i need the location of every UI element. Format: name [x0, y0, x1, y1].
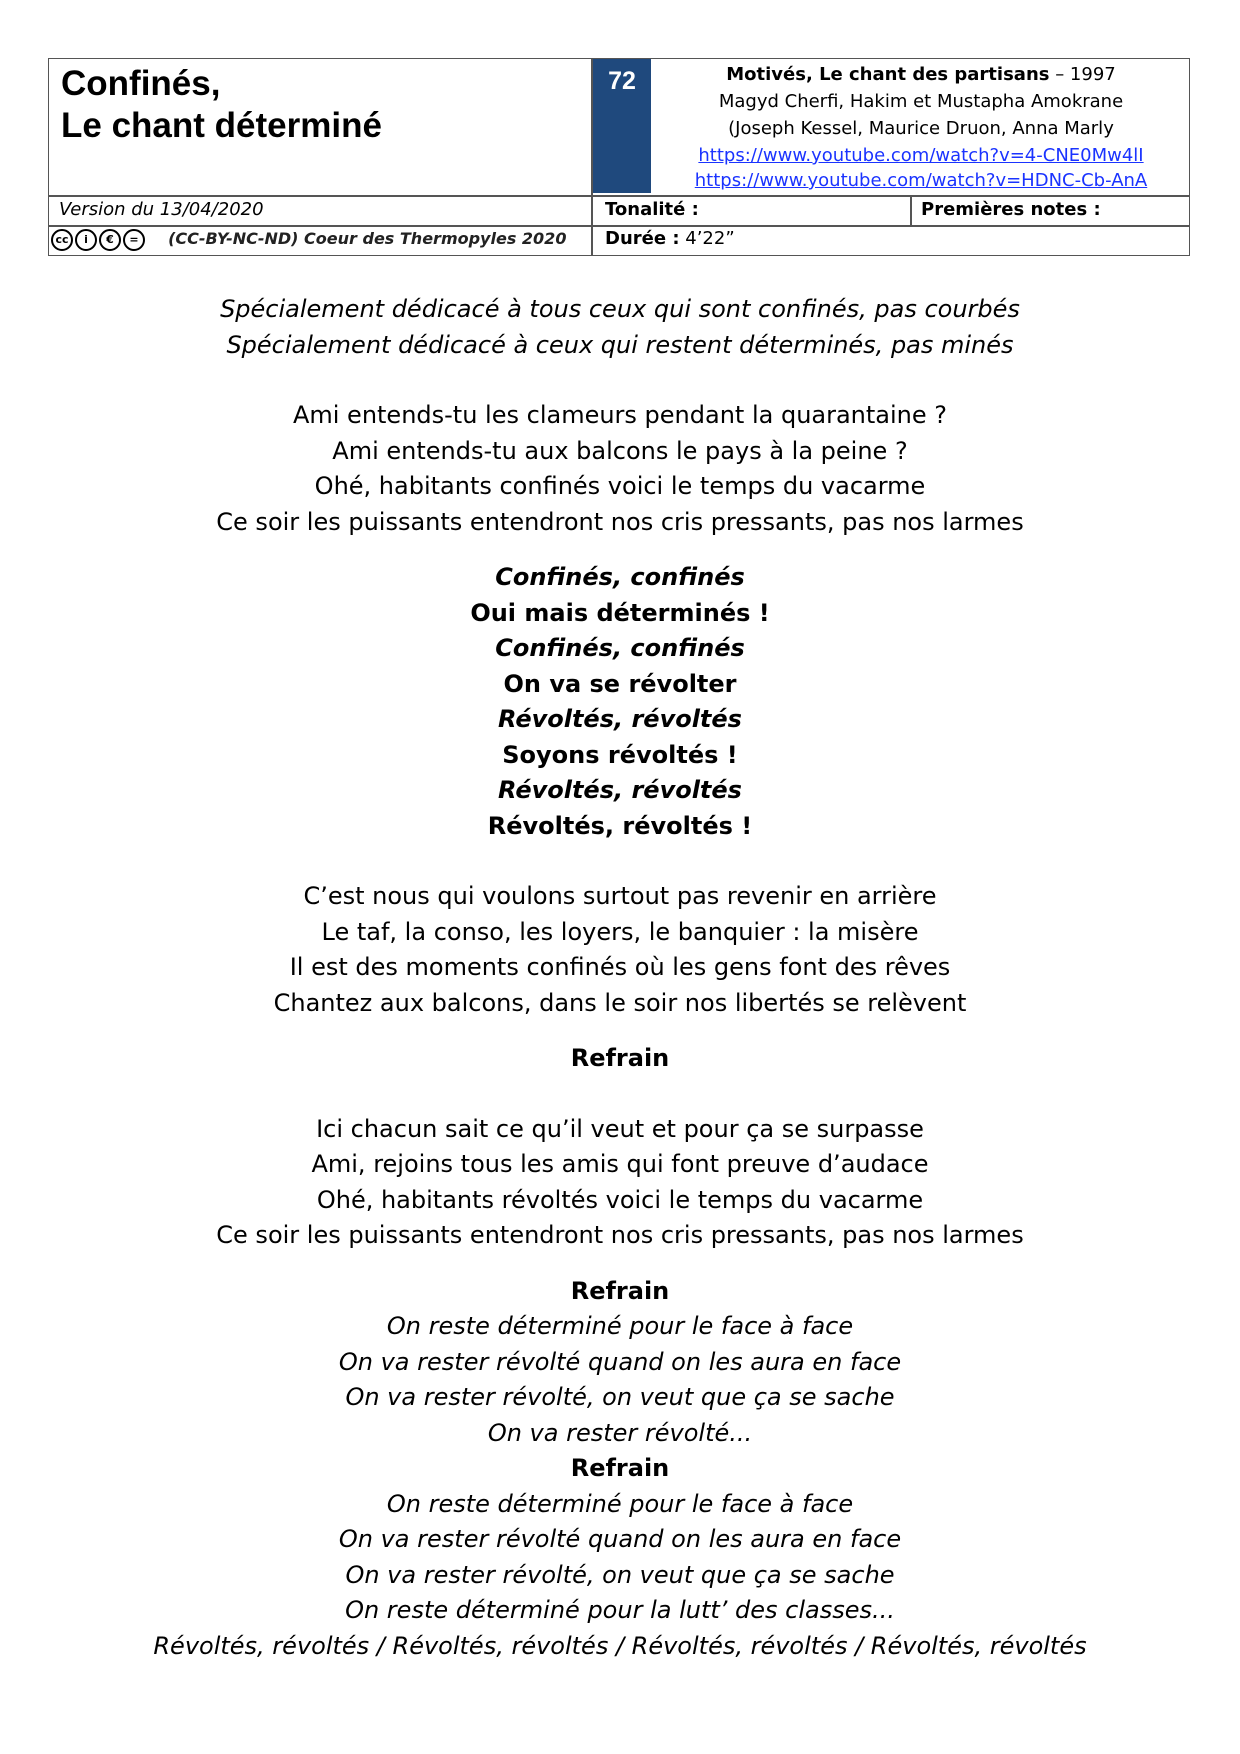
- title-line-2: Le chant déterminé: [61, 106, 382, 145]
- outro-line: On reste déterminé pour la lutt’ des classes...: [345, 1596, 895, 1624]
- chorus-line: Révoltés, révoltés: [498, 776, 742, 804]
- tonalite-label: Tonalité :: [605, 199, 699, 220]
- dedication-line: Spécialement dédicacé à tous ceux qui sont confinés, pas courbés: [220, 295, 1020, 323]
- song-authors: Magyd Cherfi, Hakim et Mustapha Amokrane: [718, 91, 1124, 112]
- license-text: (CC-BY-NC-ND) Coeur des Thermopyles 2020: [168, 229, 567, 248]
- lyrics-body: [60, 292, 1180, 1664]
- song-number-badge: 72: [593, 59, 651, 193]
- no-derivatives-icon: =: [123, 229, 145, 251]
- version-date: Version du 13/04/2020: [59, 199, 264, 220]
- non-commercial-icon: €: [99, 229, 121, 251]
- duree-value: 4’22”: [679, 228, 735, 249]
- chorus-line: Révoltés, révoltés: [498, 705, 742, 733]
- outro-line: On va rester révolté, on veut que ça se sache: [345, 1383, 895, 1411]
- outro-line: Révoltés, révoltés / Révoltés, révoltés / Révoltés, révoltés / Révoltés, révoltés: [153, 1631, 1087, 1660]
- title-line-1: Confinés,: [61, 64, 221, 103]
- original-authors: (Joseph Kessel, Maurice Druon, Anna Marly: [728, 118, 1114, 139]
- dedication-line: Spécialement dédicacé à ceux qui restent déterminés, pas minés: [226, 330, 1014, 359]
- verse-line: Il est des moments confinés où les gens font des rêves: [289, 953, 951, 981]
- verse-line: Le taf, la conso, les loyers, le banquier : la misère: [321, 917, 919, 946]
- song-header-table: [48, 58, 1190, 256]
- refrain-label: Refrain: [570, 1454, 670, 1482]
- duree-field: [605, 226, 735, 252]
- premieres-notes-label: Premières notes :: [921, 199, 1101, 220]
- verse-line: Ohé, habitants révoltés voici le temps du vacarme: [316, 1185, 924, 1214]
- youtube-link-2[interactable]: https://www.youtube.com/watch?v=HDNC-Cb-AnA: [694, 170, 1148, 191]
- chorus-line: Confinés, confinés: [495, 563, 745, 591]
- license-row: [51, 226, 566, 252]
- song-info: [653, 61, 1189, 194]
- chorus-line: Confinés, confinés: [495, 634, 745, 662]
- verse-line: C’est nous qui voulons surtout pas revenir en arrière: [303, 882, 937, 910]
- verse-line: Ami entends-tu aux balcons le pays à la peine ?: [332, 436, 908, 465]
- outro-line: On va rester révolté...: [487, 1418, 753, 1447]
- chorus-line: Oui mais déterminés !: [470, 598, 770, 627]
- outro-line: On reste déterminé pour le face à face: [386, 1489, 854, 1518]
- duree-label: Durée :: [605, 228, 680, 249]
- outro-line: On va rester révolté quand on les aura en face: [338, 1347, 902, 1376]
- verse-line: Ici chacun sait ce qu’il veut et pour ça se surpasse: [316, 1114, 924, 1143]
- outro-line: On va rester révolté quand on les aura en face: [338, 1525, 902, 1553]
- original-song-title: Motivés, Le chant des partisans: [726, 64, 1050, 85]
- verse-line: Ami entends-tu les clameurs pendant la quarantaine ?: [292, 401, 948, 429]
- cc-icon: cc: [51, 229, 73, 251]
- outro-line: On reste déterminé pour le face à face: [386, 1312, 854, 1340]
- page-title: [61, 63, 621, 147]
- creative-commons-icons: [51, 229, 145, 251]
- chorus-line: Soyons révoltés !: [502, 740, 738, 769]
- verse-line: Ce soir les puissants entendront nos cris pressants, pas nos larmes: [216, 1221, 1024, 1249]
- outro-line: On va rester révolté, on veut que ça se sache: [345, 1560, 895, 1589]
- by-attribution-icon: i: [75, 229, 97, 251]
- refrain-label: Refrain: [570, 1276, 670, 1305]
- original-song-year: – 1997: [1049, 64, 1116, 85]
- refrain-label: Refrain: [570, 1044, 670, 1072]
- verse-line: Ce soir les puissants entendront nos cris pressants, pas nos larmes: [216, 507, 1024, 536]
- chorus-line: Révoltés, révoltés !: [487, 811, 753, 840]
- verse-line: Ami, rejoins tous les amis qui font preuve d’audace: [311, 1150, 929, 1178]
- youtube-link-1[interactable]: https://www.youtube.com/watch?v=4-CNE0Mw4lI: [698, 145, 1144, 166]
- chorus-line: On va se révolter: [503, 669, 737, 698]
- verse-line: Ohé, habitants confinés voici le temps du vacarme: [314, 472, 926, 500]
- verse-line: Chantez aux balcons, dans le soir nos libertés se relèvent: [273, 988, 967, 1017]
